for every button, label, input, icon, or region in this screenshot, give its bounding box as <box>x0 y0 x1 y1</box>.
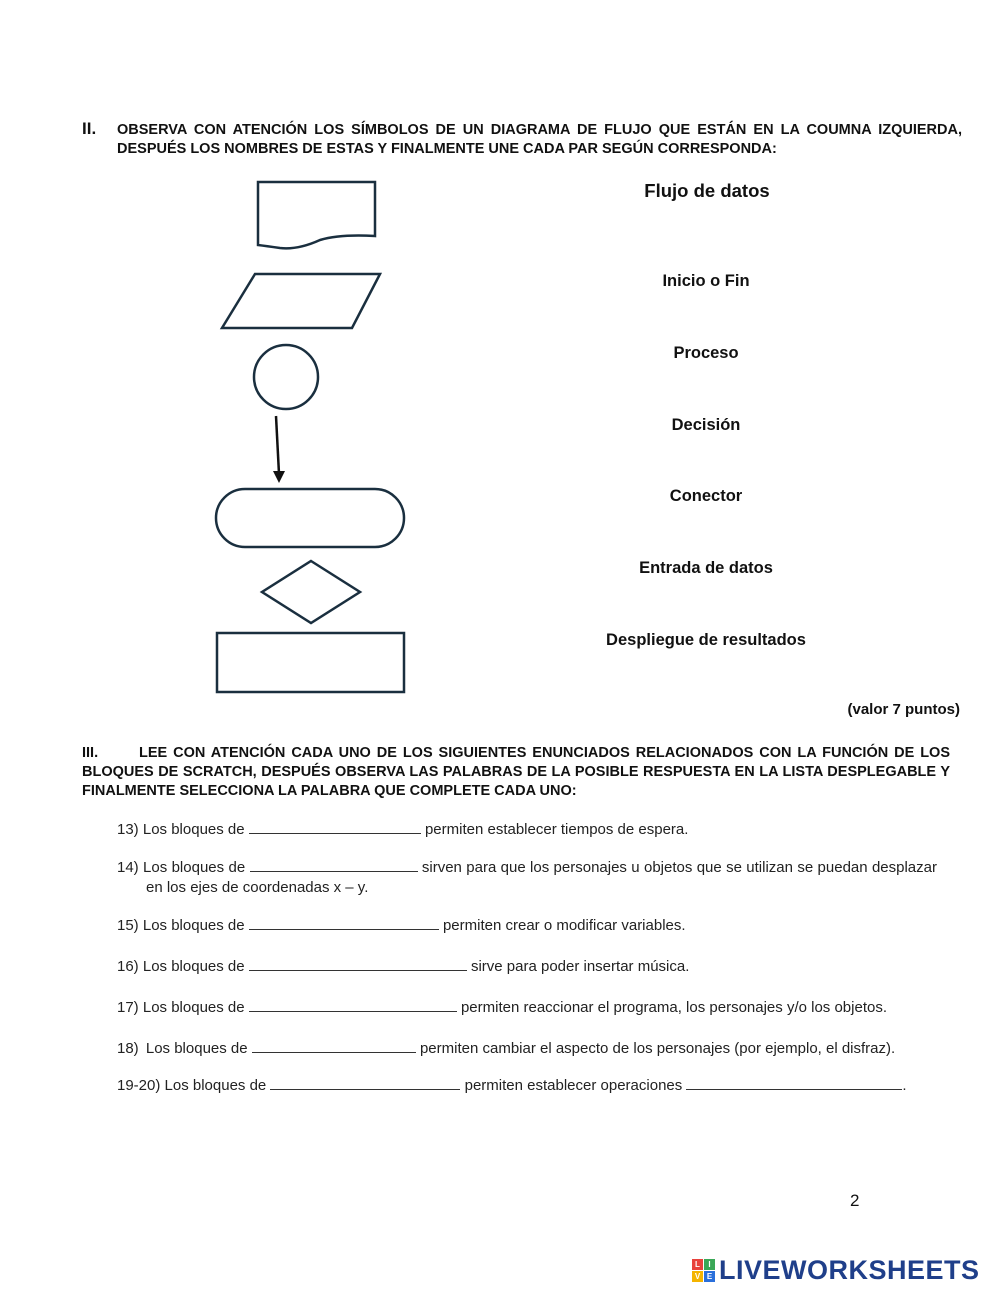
page-number: 2 <box>850 1191 860 1210</box>
process-symbol <box>217 633 404 692</box>
answer-blank-18[interactable] <box>252 1038 416 1053</box>
answer-blank-17[interactable] <box>249 997 457 1012</box>
question-text-before: Los bloques de <box>145 1040 248 1057</box>
question-text-after: permiten crear o modificar variables. <box>442 917 686 934</box>
liveworksheets-logo <box>692 1255 980 1285</box>
cube-letter: E <box>704 1271 715 1282</box>
question-text-after: permiten cambiar el aspecto de los personajes (por ejemplo, el disfraz). <box>419 1040 896 1057</box>
circle-connector-symbol <box>254 345 318 409</box>
question-text-before: Los bloques de <box>142 958 245 975</box>
section-3-instruction: LEE CON ATENCIÓN CADA UNO DE LOS SIGUIENTES ENUNCIADOS RELACIONADOS CON LA FUNCIÓN DE LOS BLOQUES DE SCRATCH, DESPUÉS OBSERVA LAS PALABRAS DE LA POSIBLE RESPUESTA EN LA LISTA DESPLEGABLE Y FINALMENTE SELECCIONA LA PALABRA QUE COMPLETE CADA UNO: <box>82 745 950 799</box>
question-number: 18) <box>117 1040 139 1057</box>
answer-blank-20[interactable] <box>686 1075 902 1090</box>
question-13 <box>117 819 937 840</box>
decision-symbol <box>262 561 360 623</box>
section-2-number: II. <box>82 119 97 138</box>
question-number: 13) <box>117 821 139 838</box>
question-text-after: . <box>902 1077 907 1094</box>
label-conector: Conector <box>669 487 743 505</box>
document-symbol <box>258 182 375 248</box>
section-3-number: III. <box>82 745 99 761</box>
flow-arrow-symbol <box>276 416 279 474</box>
flow-arrow-head <box>273 471 285 483</box>
question-16 <box>117 956 937 977</box>
answer-blank-13[interactable] <box>249 819 421 834</box>
label-decision: Decisión <box>671 416 741 434</box>
question-15 <box>117 915 937 936</box>
question-text-middle: permiten establecer operaciones <box>464 1077 683 1094</box>
question-text-before: Los bloques de <box>142 917 245 934</box>
question-text-after: permiten reaccionar el programa, los personajes y/o los objetos. <box>460 999 888 1016</box>
question-number: 14) <box>117 859 139 876</box>
question-text-after: sirven para que los personajes u objetos que se utilizan se puedan desplazar en los ejes de coordenadas x – y. <box>146 859 937 896</box>
parallelogram-symbol <box>222 274 380 328</box>
cube-letter: I <box>704 1259 715 1270</box>
terminal-symbol <box>216 489 404 547</box>
question-number: 19-20) <box>117 1077 161 1094</box>
answer-blank-16[interactable] <box>249 956 467 971</box>
question-text-before: Los bloques de <box>142 999 245 1016</box>
label-inicio-o-fin: Inicio o Fin <box>662 272 750 290</box>
question-text-before: Los bloques de <box>143 859 246 876</box>
label-flujo-de-datos: Flujo de datos <box>644 180 770 201</box>
question-text-after: permiten establecer tiempos de espera. <box>424 821 689 838</box>
question-text-after: sirve para poder insertar música. <box>470 958 690 975</box>
answer-blank-14[interactable] <box>250 857 418 872</box>
question-number: 17) <box>117 999 139 1016</box>
points-value: (valor 7 puntos) <box>847 701 960 718</box>
question-14 <box>117 857 937 898</box>
question-number: 15) <box>117 917 139 934</box>
question-18 <box>117 1038 937 1059</box>
liveworksheets-wordmark: LIVEWORKSHEETS <box>719 1254 980 1285</box>
label-despliegue-de-resultados: Despliegue de resultados <box>606 631 806 649</box>
label-proceso: Proceso <box>673 344 739 362</box>
question-number: 16) <box>117 958 139 975</box>
flowchart-shapes <box>200 170 430 710</box>
cube-letter: L <box>692 1259 703 1270</box>
answer-blank-15[interactable] <box>249 915 439 930</box>
question-text-before: Los bloques de <box>164 1077 267 1094</box>
answer-blank-19[interactable] <box>270 1075 460 1090</box>
question-17 <box>117 997 937 1018</box>
label-entrada-de-datos: Entrada de datos <box>639 559 773 577</box>
question-text-before: Los bloques de <box>142 821 245 838</box>
section-2-instruction: OBSERVA CON ATENCIÓN LOS SÍMBOLOS DE UN DIAGRAMA DE FLUJO QUE ESTÁN EN LA COUMNA IZQUIERDA, DESPUÉS LOS NOMBRES DE ESTAS Y FINALMENTE UNE CADA PAR SEGÚN CORRESPONDA: <box>117 122 962 157</box>
cube-letter: V <box>692 1271 703 1282</box>
liveworksheets-cube-icon <box>692 1259 715 1282</box>
question-19-20 <box>117 1075 937 1096</box>
